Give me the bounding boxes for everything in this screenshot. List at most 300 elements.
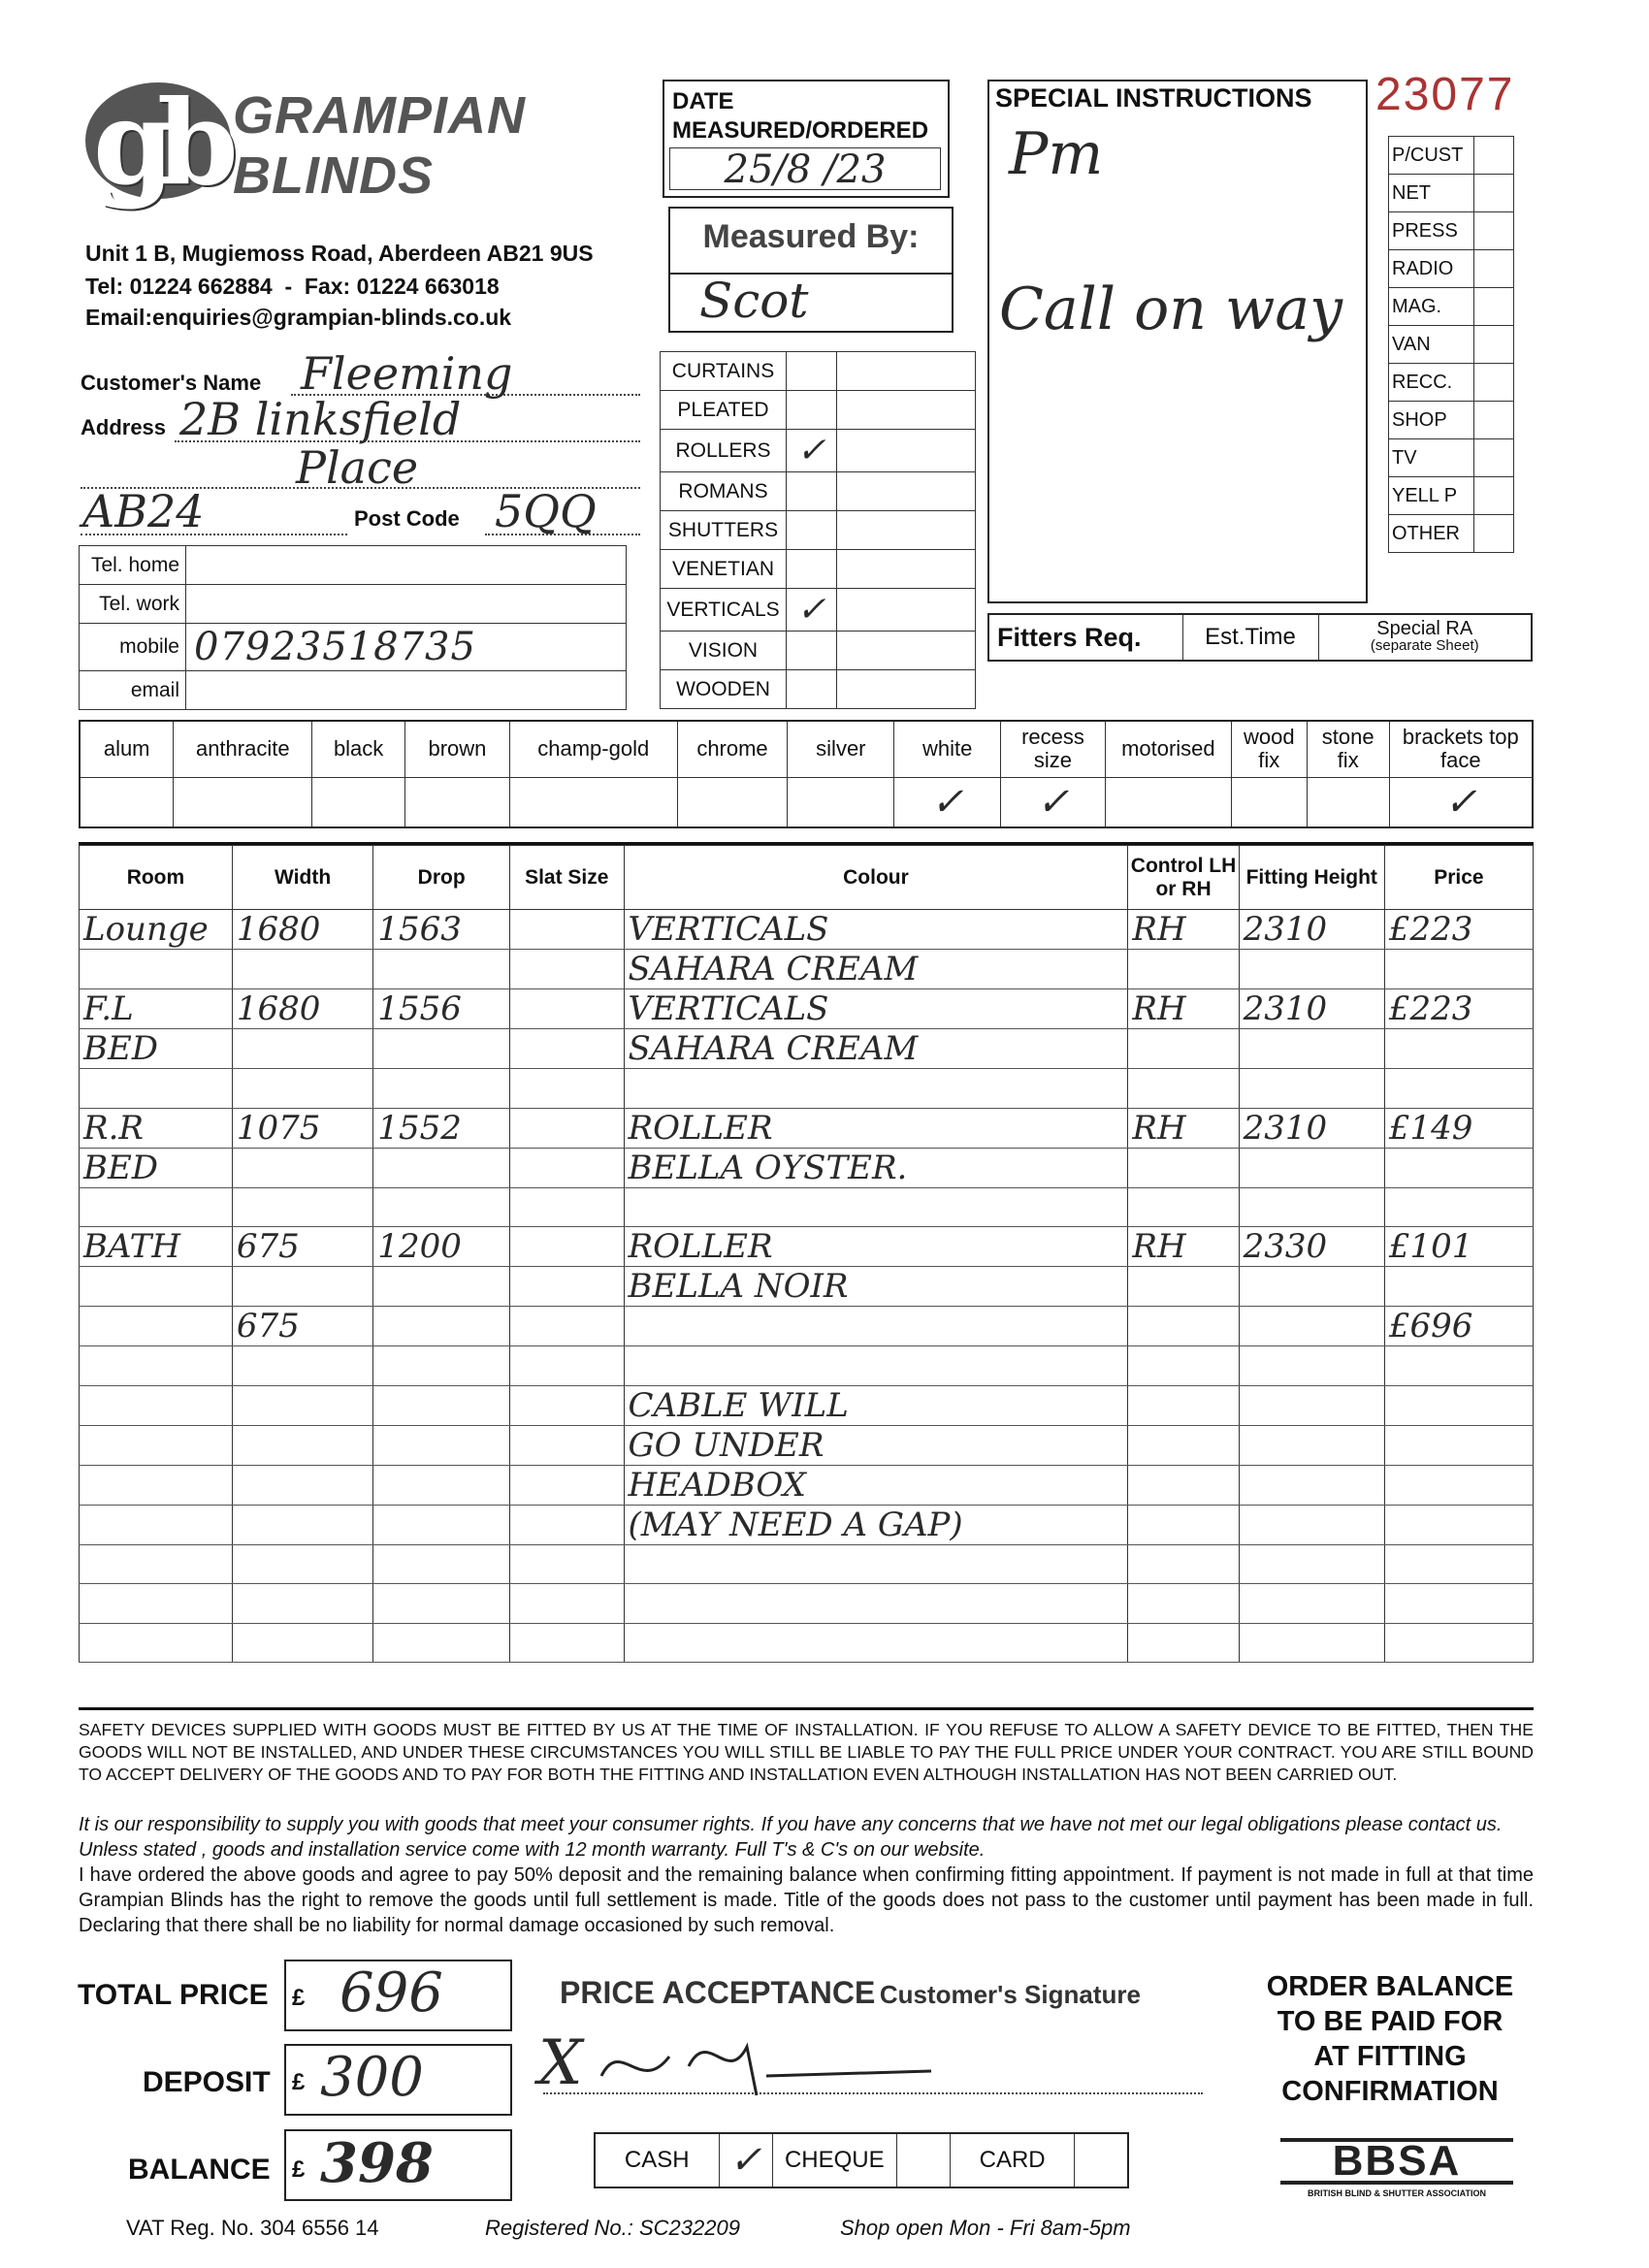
order-cell[interactable] [1128, 1385, 1239, 1425]
balance-value[interactable]: 398 [320, 2131, 434, 2195]
table-row [80, 1307, 1534, 1346]
order-cell[interactable] [624, 1187, 1128, 1227]
source-tick[interactable] [1474, 137, 1514, 175]
phone-label: mobile [80, 624, 186, 671]
order-table [79, 845, 1534, 1663]
order-cell[interactable] [510, 1544, 625, 1584]
table-row [80, 1267, 1534, 1307]
product-tick[interactable]: ✓ [787, 589, 837, 632]
order-cell[interactable] [1239, 1385, 1384, 1425]
fitters-table [987, 613, 1533, 662]
measured-by-value[interactable]: Scot [699, 273, 809, 329]
order-cell[interactable] [1128, 1425, 1239, 1465]
order-cell[interactable] [510, 1029, 625, 1069]
order-cell[interactable] [80, 1307, 233, 1346]
source-tick[interactable] [1474, 477, 1514, 515]
source-label: NET [1389, 175, 1474, 212]
order-cell[interactable] [1239, 1267, 1384, 1307]
phone-label: Tel. work [80, 585, 186, 624]
terms-rights: It is our responsibility to supply you with goods that meet your consumer rights. If you have any concerns that we have not met our legal obligations please contact us. Unless stated , goods and installation service come with 12 month warranty. Full T's & C's on our website. [79, 1814, 1503, 1861]
order-cell[interactable] [80, 1187, 233, 1227]
company-name-line2: BLINDS [233, 146, 434, 205]
finish-label: anthracite [174, 721, 312, 777]
order-cell[interactable] [1384, 1187, 1533, 1227]
order-cell[interactable] [1239, 950, 1384, 989]
payment-tick[interactable] [1075, 2133, 1128, 2187]
order-cell[interactable]: 1680 [232, 910, 372, 950]
order-cell[interactable] [373, 1465, 510, 1505]
order-header: Fitting Height [1239, 846, 1384, 910]
order-number: 23077 [1375, 69, 1515, 120]
order-cell[interactable] [1239, 1069, 1384, 1109]
order-cell[interactable] [80, 950, 233, 989]
order-cell[interactable]: RH [1128, 1227, 1239, 1267]
order-cell[interactable]: CABLE WILL [624, 1385, 1128, 1425]
product-tick[interactable] [787, 670, 837, 709]
order-cell[interactable] [510, 1385, 625, 1425]
order-cell[interactable] [232, 1029, 372, 1069]
company-email: Email:enquiries@grampian-blinds.co.uk [85, 305, 512, 330]
order-cell[interactable]: BED [80, 1148, 233, 1187]
order-cell[interactable] [1128, 1544, 1239, 1584]
order-cell[interactable] [510, 1623, 625, 1663]
table-row [80, 1544, 1534, 1584]
order-cell[interactable] [232, 1148, 372, 1187]
product-notes [837, 550, 976, 589]
order-cell[interactable] [510, 1187, 625, 1227]
order-cell[interactable] [1239, 1029, 1384, 1069]
order-cell[interactable]: BATH [80, 1227, 233, 1267]
source-label: PRESS [1389, 212, 1474, 250]
order-cell[interactable]: SAHARA CREAM [624, 950, 1128, 989]
order-cell[interactable] [624, 1623, 1128, 1663]
product-notes [837, 632, 976, 670]
logo-letters: gb [93, 75, 221, 211]
order-cell[interactable] [510, 1346, 625, 1386]
special-ra-cell [1318, 614, 1532, 661]
order-cell[interactable] [510, 1307, 625, 1346]
deposit-value[interactable]: 300 [320, 2046, 424, 2109]
product-tick[interactable] [787, 391, 837, 430]
order-cell[interactable] [80, 1069, 233, 1109]
order-cell[interactable] [1239, 1425, 1384, 1465]
order-cell[interactable]: 2330 [1239, 1227, 1384, 1267]
source-row [1389, 212, 1514, 250]
measured-by-box [668, 207, 954, 333]
order-cell[interactable] [510, 989, 625, 1029]
order-cell[interactable] [1128, 1148, 1239, 1187]
balance-box [284, 2129, 512, 2201]
order-cell[interactable] [624, 1584, 1128, 1624]
product-row [661, 589, 976, 632]
finish-tick[interactable] [80, 777, 174, 827]
order-cell[interactable] [80, 1425, 233, 1465]
order-cell[interactable] [1384, 1544, 1533, 1584]
order-cell[interactable]: ROLLER [624, 1108, 1128, 1148]
order-cell[interactable] [232, 1187, 372, 1227]
table-row [80, 989, 1534, 1029]
source-tick[interactable] [1474, 439, 1514, 477]
order-cell[interactable] [373, 1267, 510, 1307]
order-cell[interactable]: ROLLER [624, 1227, 1128, 1267]
order-cell[interactable] [373, 1187, 510, 1227]
order-cell[interactable] [373, 1029, 510, 1069]
order-cell[interactable] [373, 1346, 510, 1386]
order-cell[interactable] [1128, 950, 1239, 989]
order-cell[interactable] [373, 1385, 510, 1425]
order-cell[interactable] [80, 1346, 233, 1386]
order-cell[interactable] [1384, 1584, 1533, 1624]
terms-safety: SAFETY DEVICES SUPPLIED WITH GOODS MUST BE FITTED BY US AT THE TIME OF INSTALLATION. IF YOU REFUSE TO ALLOW A SAFETY DEVICE TO BE FITTED, THEN THE GOODS WILL NOT BE INSTALLED, AND UNDER THESE CIRCUMSTANCES YOU WILL STILL BE LIABLE TO PAY THE FULL PRICE UNDER YOUR CONTRACT. YOU ARE STILL BOUND TO ACCEPT DELIVERY OF THE GOODS AND TO PAY FOR BOTH THE FITTING AND INSTALLATION EVEN ALTHOUGH INSTALLATION HAS NOT BEEN CARRIED OUT. [79, 1720, 1534, 1784]
table-row [80, 1584, 1534, 1624]
payment-label: CHEQUE [772, 2133, 896, 2187]
order-cell[interactable]: VERTICALS [624, 910, 1128, 950]
order-cell[interactable] [624, 1307, 1128, 1346]
special-instructions-label: SPECIAL INSTRUCTIONS [995, 83, 1312, 113]
phone-row [80, 671, 627, 710]
order-cell[interactable] [232, 1267, 372, 1307]
address-value-3[interactable]: AB24 [82, 485, 205, 537]
source-row [1389, 288, 1514, 326]
address-value-2[interactable]: Place [296, 441, 419, 494]
table-row [80, 1029, 1534, 1069]
source-tick[interactable] [1474, 402, 1514, 439]
product-notes [837, 511, 976, 550]
customer-signature[interactable]: X [538, 2027, 583, 2099]
product-notes [837, 391, 976, 430]
order-cell[interactable] [373, 1069, 510, 1109]
order-cell[interactable]: GO UNDER [624, 1425, 1128, 1465]
product-label: WOODEN [661, 670, 787, 709]
order-cell[interactable]: 2310 [1239, 910, 1384, 950]
order-cell[interactable]: HEADBOX [624, 1465, 1128, 1505]
company-name-line1: GRAMPIAN [233, 86, 526, 145]
order-cell[interactable]: 1200 [373, 1227, 510, 1267]
product-tick[interactable] [787, 472, 837, 511]
source-row [1389, 515, 1514, 553]
source-tick[interactable] [1474, 515, 1514, 553]
order-cell[interactable] [1239, 1346, 1384, 1386]
payment-tick[interactable]: ✓ [719, 2133, 772, 2187]
source-tick[interactable] [1474, 364, 1514, 402]
order-cell[interactable] [510, 1148, 625, 1187]
company-address: Unit 1 B, Mugiemoss Road, Aberdeen AB21 9US [85, 241, 594, 266]
order-cell[interactable]: RH [1128, 910, 1239, 950]
finish-tick[interactable] [509, 777, 677, 827]
product-notes [837, 589, 976, 632]
order-balance-line: TO BE PAID FOR [1277, 2006, 1504, 2037]
order-cell[interactable] [1128, 1187, 1239, 1227]
source-row [1389, 364, 1514, 402]
order-cell[interactable] [373, 1544, 510, 1584]
special-instructions-line1[interactable]: Pm [1009, 120, 1104, 188]
order-cell[interactable]: 1556 [373, 989, 510, 1029]
source-tick[interactable] [1474, 326, 1514, 364]
table-row [80, 1346, 1534, 1386]
order-cell[interactable]: RH [1128, 1108, 1239, 1148]
order-cell[interactable]: BED [80, 1029, 233, 1069]
order-cell[interactable] [1384, 950, 1533, 989]
product-row [661, 511, 976, 550]
order-cell[interactable]: F.L [80, 989, 233, 1029]
order-cell[interactable] [1239, 1584, 1384, 1624]
source-table [1388, 136, 1514, 553]
customer-name-label: Customer's Name [81, 371, 262, 395]
product-tick[interactable] [787, 632, 837, 670]
order-cell[interactable] [1239, 1187, 1384, 1227]
order-cell[interactable] [510, 1267, 625, 1307]
finish-tick[interactable] [677, 777, 788, 827]
order-cell[interactable] [80, 1623, 233, 1663]
special-instructions-line2[interactable]: Call on way [999, 275, 1342, 343]
product-row [661, 472, 976, 511]
order-cell[interactable] [1239, 1465, 1384, 1505]
order-cell[interactable] [1384, 1623, 1533, 1663]
order-cell[interactable]: 1563 [373, 910, 510, 950]
order-cell[interactable] [510, 1465, 625, 1505]
order-cell[interactable]: £696 [1384, 1307, 1533, 1346]
finish-tick[interactable]: ✓ [894, 777, 1001, 827]
customer-name-value[interactable]: Fleeming [301, 347, 513, 400]
bbsa-logo-text: BBSA [1280, 2138, 1513, 2185]
finish-tick[interactable] [312, 777, 405, 827]
order-cell[interactable] [1384, 1029, 1533, 1069]
total-value[interactable]: 696 [340, 1961, 443, 2025]
payment-label: CARD [951, 2133, 1075, 2187]
order-cell[interactable] [373, 1584, 510, 1624]
order-cell[interactable] [232, 1623, 372, 1663]
order-cell[interactable] [1384, 1148, 1533, 1187]
product-tick[interactable] [787, 550, 837, 589]
source-row [1389, 477, 1514, 515]
order-cell[interactable] [510, 1584, 625, 1624]
product-notes [837, 670, 976, 709]
phone-label: Tel. home [80, 546, 186, 585]
order-cell[interactable] [1384, 1346, 1533, 1386]
order-cell[interactable] [1128, 1505, 1239, 1544]
source-label: RECC. [1389, 364, 1474, 402]
bbsa-logo [1280, 2138, 1513, 2198]
order-cell[interactable] [1128, 1623, 1239, 1663]
order-table-bottom-rule [79, 1707, 1534, 1710]
source-row [1389, 326, 1514, 364]
postcode-value[interactable]: 5QQ [495, 485, 597, 537]
date-value[interactable]: 25/8 /23 [669, 147, 941, 190]
table-row [80, 1108, 1534, 1148]
order-cell[interactable] [624, 1346, 1128, 1386]
order-cell[interactable] [1384, 1385, 1533, 1425]
payment-table [594, 2132, 1129, 2188]
order-cell[interactable] [1239, 1505, 1384, 1544]
order-cell[interactable] [1128, 1346, 1239, 1386]
finish-label: stone fix [1307, 721, 1389, 777]
order-cell[interactable] [1239, 1623, 1384, 1663]
order-cell[interactable] [373, 950, 510, 989]
order-cell[interactable] [510, 1227, 625, 1267]
order-cell[interactable] [232, 950, 372, 989]
source-tick[interactable] [1474, 250, 1514, 288]
phone-row [80, 624, 627, 671]
order-cell[interactable] [232, 1425, 372, 1465]
table-row [80, 1187, 1534, 1227]
order-cell[interactable] [80, 1465, 233, 1505]
finish-tick[interactable] [1307, 777, 1389, 827]
deposit-box [284, 2044, 512, 2116]
order-cell[interactable]: RH [1128, 989, 1239, 1029]
order-cell[interactable] [232, 1069, 372, 1109]
order-cell[interactable] [624, 1544, 1128, 1584]
order-cell[interactable] [373, 1425, 510, 1465]
fitters-req-label: Fitters Req. [988, 614, 1182, 661]
finish-label: chrome [677, 721, 788, 777]
order-cell[interactable] [80, 1505, 233, 1544]
order-cell[interactable] [373, 1148, 510, 1187]
product-row [661, 391, 976, 430]
order-cell[interactable] [80, 1385, 233, 1425]
order-cell[interactable] [373, 1307, 510, 1346]
order-cell[interactable] [1128, 1584, 1239, 1624]
order-cell[interactable]: 2310 [1239, 989, 1384, 1029]
balance-currency: £ [292, 2156, 306, 2183]
order-cell[interactable] [510, 1425, 625, 1465]
order-cell[interactable]: BELLA NOIR [624, 1267, 1128, 1307]
address-value-1[interactable]: 2B linksfield [179, 393, 462, 445]
order-cell[interactable] [373, 1505, 510, 1544]
date-label: DATE MEASURED/ORDERED [672, 88, 929, 144]
order-cell[interactable] [373, 1623, 510, 1663]
postcode-label: Post Code [354, 506, 460, 531]
order-cell[interactable] [232, 1544, 372, 1584]
phone-value[interactable] [186, 546, 627, 585]
phone-row [80, 585, 627, 624]
finish-tick[interactable]: ✓ [1001, 777, 1106, 827]
payment-tick[interactable] [896, 2133, 950, 2187]
product-notes [837, 430, 976, 472]
order-cell[interactable] [80, 1267, 233, 1307]
order-cell[interactable] [232, 1584, 372, 1624]
product-label: VERTICALS [661, 589, 787, 632]
table-row [80, 950, 1534, 989]
order-cell[interactable]: 1680 [232, 989, 372, 1029]
order-cell[interactable] [1239, 1544, 1384, 1584]
order-header: Slat Size [510, 846, 625, 910]
product-label: PLEATED [661, 391, 787, 430]
finish-label: wood fix [1231, 721, 1307, 777]
order-cell[interactable]: 1075 [232, 1108, 372, 1148]
product-tick[interactable] [787, 352, 837, 391]
order-cell[interactable]: (MAY NEED A GAP) [624, 1505, 1128, 1544]
source-label: P/CUST [1389, 137, 1474, 175]
order-cell[interactable]: SAHARA CREAM [624, 1029, 1128, 1069]
order-header: Control LH or RH [1128, 846, 1239, 910]
order-balance-line: AT FITTING [1313, 2041, 1467, 2072]
product-label: CURTAINS [661, 352, 787, 391]
order-cell[interactable] [510, 1108, 625, 1148]
source-tick[interactable] [1474, 288, 1514, 326]
order-cell[interactable]: £223 [1384, 989, 1533, 1029]
order-cell[interactable] [624, 1069, 1128, 1109]
order-cell[interactable] [510, 910, 625, 950]
footer-reg: Registered No.: SC232209 [485, 2216, 740, 2240]
order-cell[interactable]: VERTICALS [624, 989, 1128, 1029]
order-cell[interactable] [1128, 1069, 1239, 1109]
product-tick[interactable] [787, 511, 837, 550]
footer-vat: VAT Reg. No. 304 6556 14 [126, 2216, 379, 2240]
order-cell[interactable]: BELLA OYSTER. [624, 1148, 1128, 1187]
phone-row [80, 546, 627, 585]
order-cell[interactable] [232, 1465, 372, 1505]
phone-value[interactable] [186, 671, 627, 710]
product-tick[interactable]: ✓ [787, 430, 837, 472]
order-cell[interactable]: £223 [1384, 910, 1533, 950]
phone-value[interactable] [186, 585, 627, 624]
order-cell[interactable] [510, 950, 625, 989]
price-acceptance-label: PRICE ACCEPTANCE [560, 1975, 876, 2010]
measured-by-label: Measured By: [702, 218, 920, 255]
order-cell[interactable] [1384, 1425, 1533, 1465]
order-cell[interactable] [232, 1346, 372, 1386]
order-cell[interactable] [1128, 1029, 1239, 1069]
order-cell[interactable]: £149 [1384, 1108, 1533, 1148]
finish-label: recess size [1001, 721, 1106, 777]
logo [85, 75, 231, 228]
order-cell[interactable]: 1552 [373, 1108, 510, 1148]
order-cell[interactable] [1239, 1307, 1384, 1346]
order-cell[interactable]: 675 [232, 1307, 372, 1346]
order-header: Colour [624, 846, 1128, 910]
source-tick[interactable] [1474, 175, 1514, 212]
finish-tick[interactable] [1231, 777, 1307, 827]
source-label: YELL P [1389, 477, 1474, 515]
est-time-label: Est.Time [1182, 614, 1318, 661]
order-cell[interactable] [510, 1069, 625, 1109]
order-cell[interactable] [510, 1505, 625, 1544]
order-cell[interactable] [1384, 1267, 1533, 1307]
finish-tick[interactable] [1105, 777, 1231, 827]
special-ra-sub: (separate Sheet) [1370, 637, 1479, 654]
finish-tick[interactable] [788, 777, 894, 827]
phone-value[interactable]: 07923518735 [186, 624, 627, 671]
table-row [80, 1505, 1534, 1544]
order-cell[interactable] [80, 1584, 233, 1624]
order-cell[interactable]: £101 [1384, 1227, 1533, 1267]
order-cell[interactable]: R.R [80, 1108, 233, 1148]
order-cell[interactable] [1128, 1307, 1239, 1346]
order-cell[interactable]: 2310 [1239, 1108, 1384, 1148]
finish-label: white [894, 721, 1001, 777]
order-cell[interactable] [80, 1544, 233, 1584]
total-box [284, 1960, 512, 2031]
source-tick[interactable] [1474, 212, 1514, 250]
order-cell[interactable] [1384, 1069, 1533, 1109]
payment-label: CASH [595, 2133, 719, 2187]
order-cell[interactable] [1128, 1267, 1239, 1307]
order-cell[interactable] [1384, 1465, 1533, 1505]
finish-tick[interactable] [405, 777, 510, 827]
customer-signature-label: Customer's Signature [879, 1980, 1141, 2009]
order-cell[interactable] [1384, 1505, 1533, 1544]
finish-tick[interactable] [174, 777, 312, 827]
order-cell[interactable] [232, 1385, 372, 1425]
order-cell[interactable]: Lounge [80, 910, 233, 950]
total-label: TOTAL PRICE [78, 1979, 269, 2011]
order-cell[interactable] [1239, 1148, 1384, 1187]
order-cell[interactable] [232, 1505, 372, 1544]
finish-tick[interactable]: ✓ [1389, 777, 1533, 827]
order-cell[interactable]: 675 [232, 1227, 372, 1267]
order-cell[interactable] [1128, 1465, 1239, 1505]
product-label: ROLLERS [661, 430, 787, 472]
